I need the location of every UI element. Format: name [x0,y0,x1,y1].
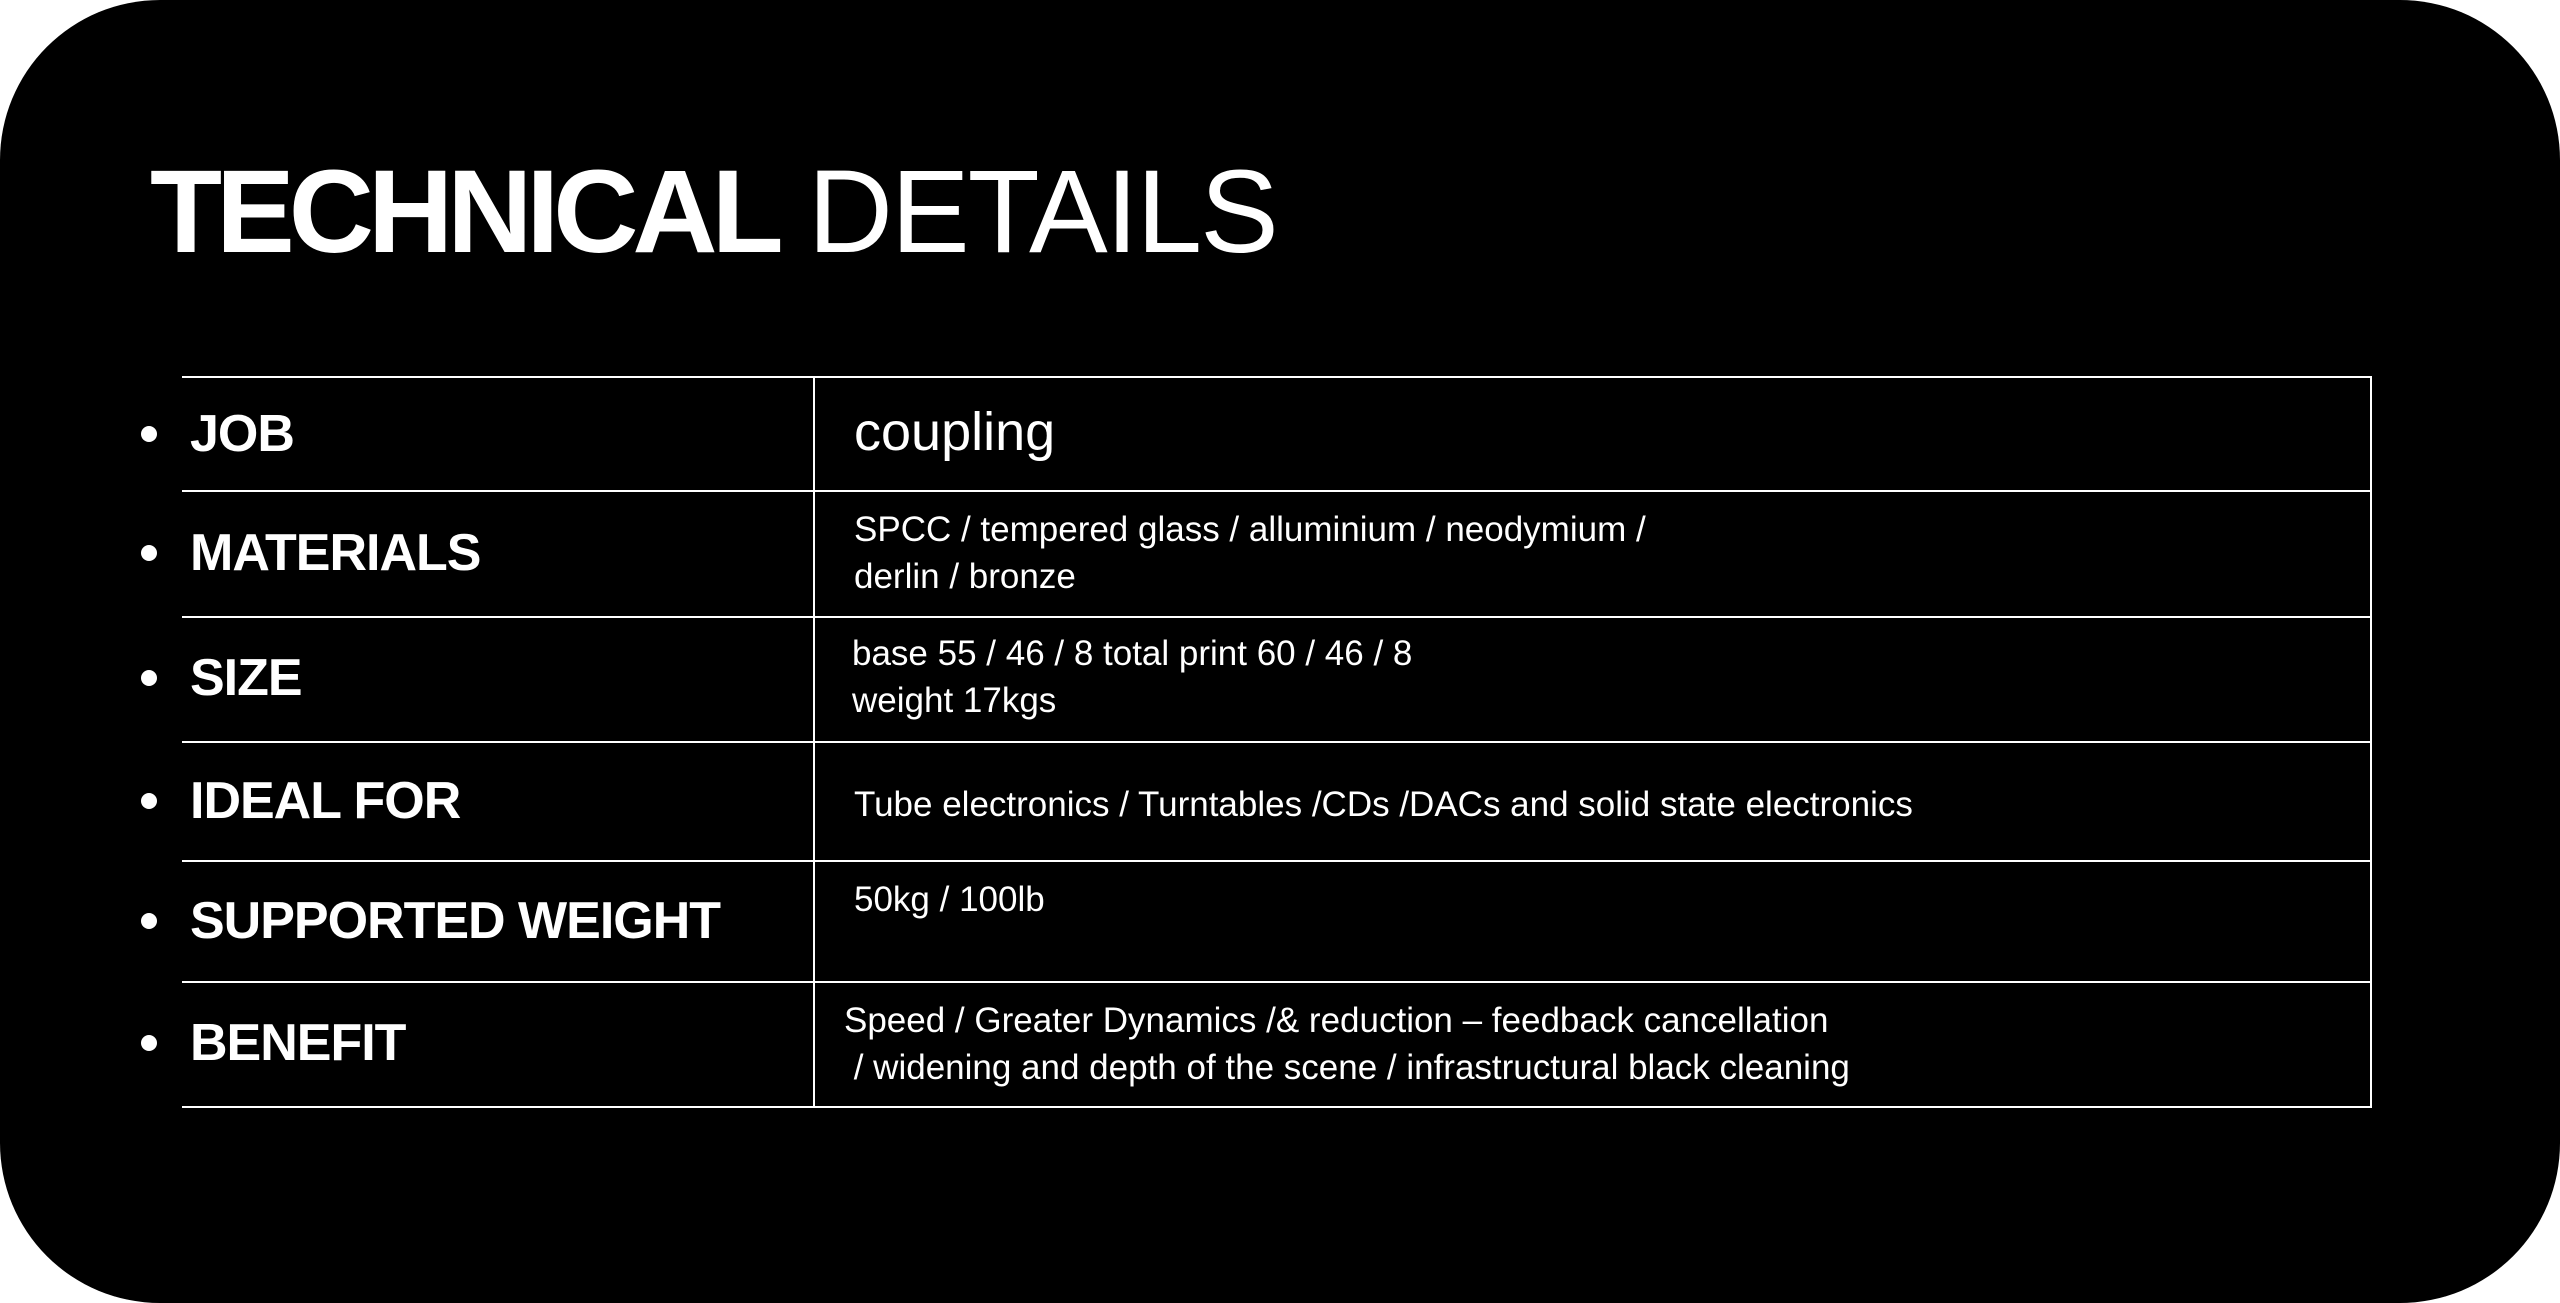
bullet-icon [141,545,157,561]
bullet-icon [141,1035,157,1051]
title-light: DETAILS [807,146,1277,278]
row-label: SUPPORTED WEIGHT [190,892,721,950]
value-line: coupling [854,402,1056,462]
row-value [854,506,2334,600]
row-label: BENEFIT [190,1014,406,1072]
bullet-icon [141,793,157,809]
row-value [852,630,2332,724]
row-label: IDEAL FOR [190,772,461,830]
row-value [844,997,2324,1091]
value-line: base 55 / 46 / 8 total print 60 / 46 / 8 [852,634,1413,673]
table-row [182,616,2372,741]
value-line: Tube electronics / Turntables /CDs /DACs and solid state electronics [854,785,1913,824]
row-label: MATERIALS [190,524,481,582]
value-line: 50kg / 100lb [854,880,1045,919]
spec-table [182,376,2372,1108]
row-value [854,402,2334,462]
table-row [182,981,2372,1106]
row-label: JOB [190,405,294,463]
value-line: / widening and depth of the scene / infrastructural black cleaning [844,1048,1850,1087]
table-row [182,860,2372,981]
value-line: derlin / bronze [854,557,1076,596]
row-value [854,876,2334,923]
bullet-icon [141,913,157,929]
row-label: SIZE [190,649,302,707]
value-line: SPCC / tempered glass / alluminium / neodymium / [854,510,1646,549]
table-row [182,490,2372,616]
table-rule [182,1106,2372,1108]
page-title [150,146,1277,278]
value-line: weight 17kgs [852,681,1057,720]
table-row [182,376,2372,490]
value-line: Speed / Greater Dynamics /& reduction – feedback cancellation [844,1001,1829,1040]
title-bold: TECHNICAL [150,146,778,278]
bullet-icon [141,426,157,442]
bullet-icon [141,670,157,686]
row-value [854,781,2334,828]
table-row [182,741,2372,860]
